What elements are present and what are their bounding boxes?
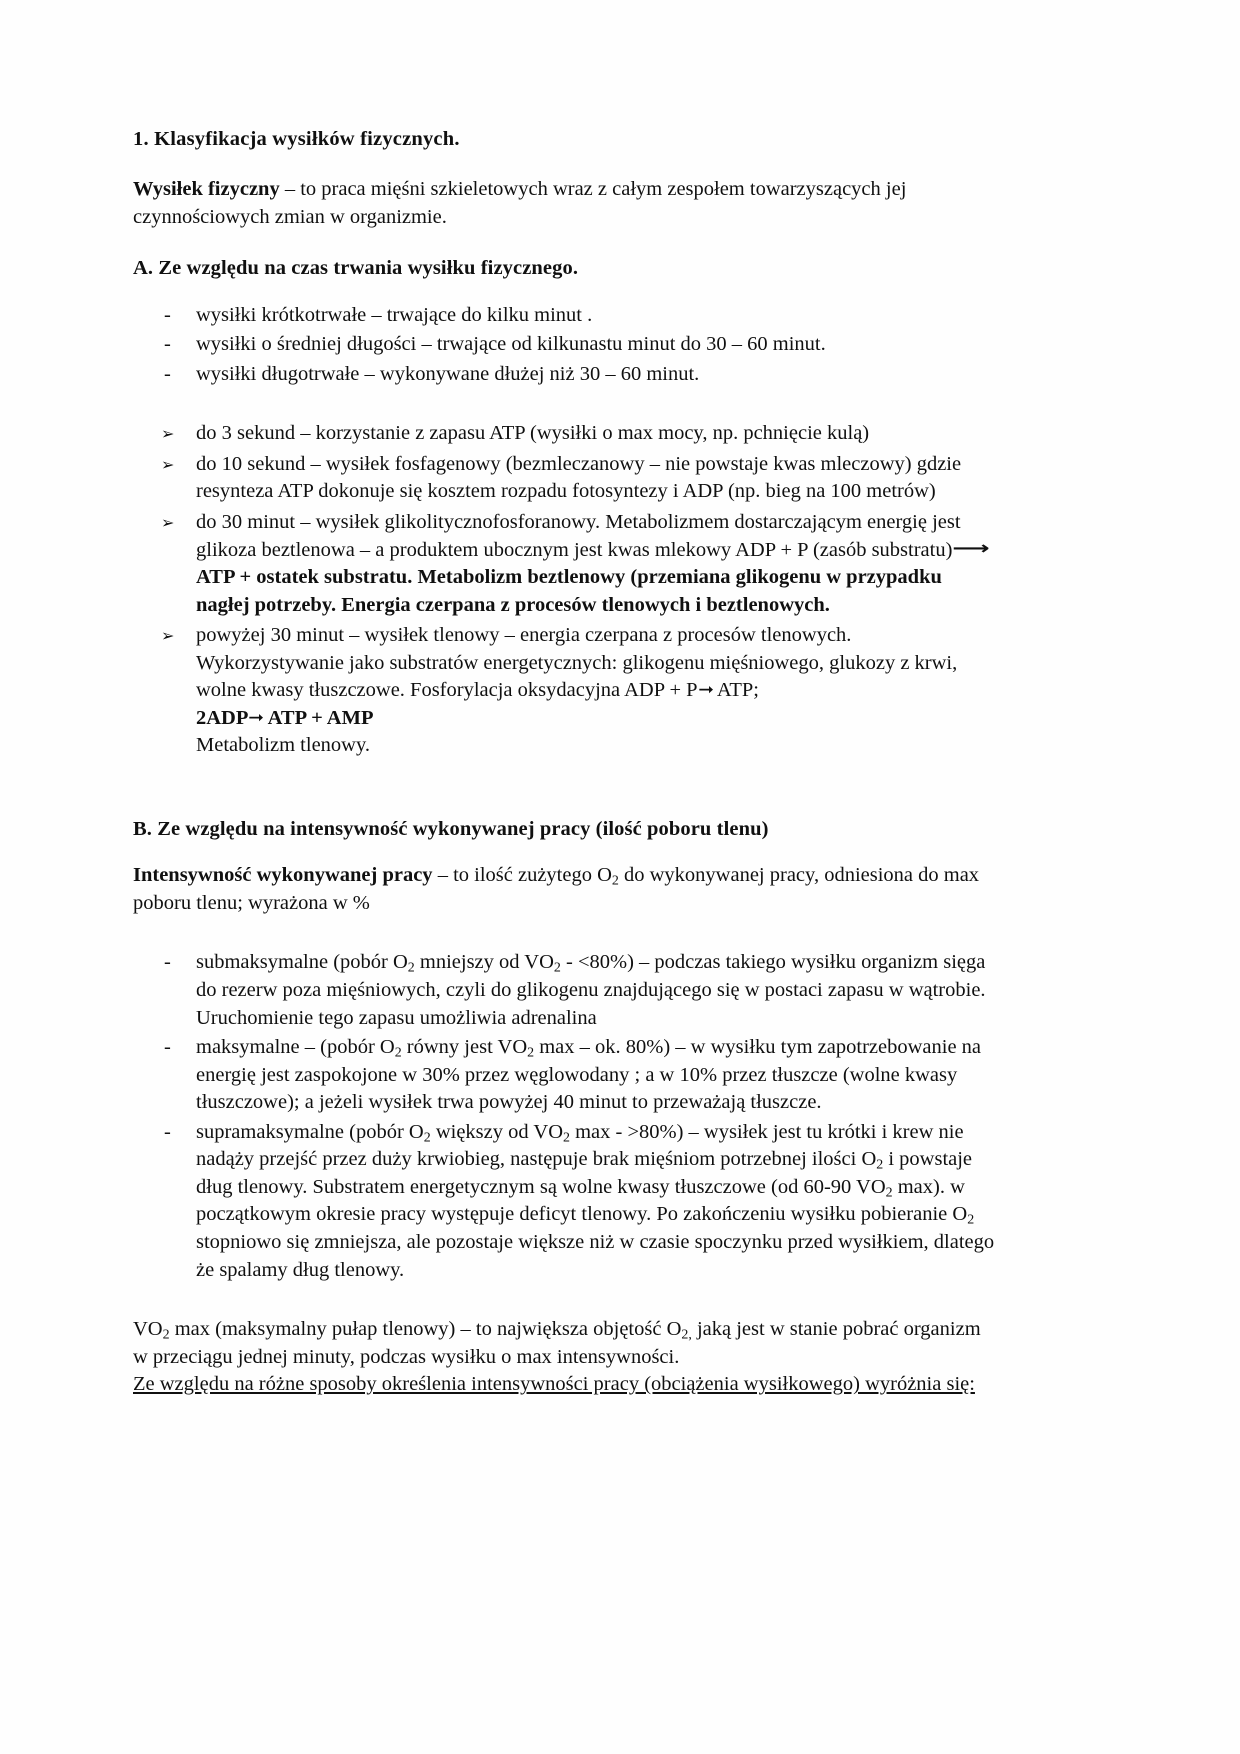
- list-item-label-part1: do 30 minut – wysiłek glikolitycznofosforanowy. Metabolizmem dostarczającym energię jest glikoza beztlenowa – a produktem ubocznym jest kwas mlekowy ADP + P (zasób substratu): [196, 510, 961, 561]
- list-item-formula-line: [196, 705, 995, 733]
- list-item-label-4: i powstaje dług tlenowy. Substratem energetycznym są wolne kwasy tłuszczowe (od 60-90 VO: [196, 1148, 973, 1198]
- list-item-label-part2: ATP + ostatek substratu. Metabolizm beztlenowy (przemiana glikogenu w przypadku nagłej potrzeby. Energia czerpana z procesów tlenowych i beztlenowych.: [196, 566, 942, 616]
- definition-intensywnosc: [133, 862, 995, 917]
- definition-term: Intensywność wykonywanej pracy: [133, 864, 433, 887]
- dash-bullet-icon: -: [164, 333, 171, 356]
- subscript-o2: 2: [407, 960, 415, 976]
- spacer: [133, 939, 995, 949]
- list-item-label-1: submaksymalne (pobór O: [196, 951, 408, 974]
- list-item: [133, 361, 995, 389]
- list-item-label: wysiłki o średniej długości – trwające od kilkunastu minut do 30 – 60 minut.: [196, 333, 826, 356]
- list-item-label-1: supramaksymalne (pobór O: [196, 1120, 424, 1143]
- list-item: [133, 331, 995, 359]
- list-item: [133, 451, 995, 506]
- list-item-label-5: max). w początkowym okresie pracy występuje deficyt tlenowy. Po zakończeniu wysiłku pobieranie O: [196, 1175, 968, 1226]
- dash-bullet-icon: -: [164, 1120, 171, 1143]
- subscript-o2: 2: [967, 1212, 975, 1228]
- list-item: [133, 1034, 995, 1117]
- list-item-label-part2: ATP;: [716, 679, 759, 702]
- list-item-label-3: max – ok. 80%) – w wysiłku tym zapotrzebowanie na energię jest zaspokojone w 30% przez węglowodany ; a w 10% przez tłuszcze (wolne kwasy tłuszczowe); a jeżeli wysiłek trwa powyżej 40 minut to przeważają tłuszcze.: [196, 1036, 982, 1114]
- dash-bullet-icon: -: [164, 303, 171, 326]
- list-item-closing-line: Metabolizm tlenowy.: [196, 734, 371, 757]
- dash-bullet-icon: -: [164, 1036, 171, 1059]
- subscript-o2: 2: [876, 1157, 884, 1173]
- list-item: [133, 622, 995, 760]
- spacer: [133, 782, 995, 792]
- section-b-heading: B. Ze względu na intensywność wykonywanej pracy (ilość poboru tlenu): [133, 818, 769, 841]
- arrow-bullet-icon: ➢: [161, 424, 175, 444]
- subscript-vo2: 2: [527, 1045, 535, 1061]
- definition-term: Wysiłek fizyczny: [133, 178, 280, 201]
- page-title: 1. Klasyfikacja wysiłków fizycznych.: [133, 128, 460, 150]
- list-item-label: wysiłki krótkotrwałe – trwające do kilku minut .: [196, 303, 593, 326]
- spacer: [133, 1306, 995, 1316]
- right-arrow-icon: ➞: [697, 679, 714, 700]
- spacer: [133, 410, 995, 420]
- subscript-o2: 2,: [681, 1327, 692, 1343]
- closing-body-2: jaką jest w stanie pobrać organizm w przeciągu jednej minuty, podczas wysiłku o max intensywności.: [133, 1318, 981, 1368]
- section-a-heading: A. Ze względu na czas trwania wysiłku fizycznego.: [133, 257, 579, 280]
- list-item-label: do 10 sekund – wysiłek fosfagenowy (bezmleczanowy – nie powstaje kwas mleczowy) gdzie resynteza ATP dokonuje się kosztem rozpadu fotosyntezy i ADP (np. bieg na 100 metrów): [196, 452, 962, 503]
- list-item: [133, 420, 995, 448]
- arrow-bullet-icon: ➢: [161, 512, 175, 532]
- definition-body-1: – to ilość zużytego O: [432, 864, 612, 887]
- definition-body-2: do wykonywanej pracy, odniesiona do max poboru tlenu; wyrażona w %: [133, 864, 980, 914]
- list-item: [133, 302, 995, 330]
- list-item-label-2: równy jest VO: [401, 1036, 528, 1059]
- list-item: [133, 509, 995, 619]
- right-arrow-icon: ⟶: [952, 538, 991, 560]
- subscript-vo2: 2: [162, 1327, 170, 1343]
- definition-body: – to praca mięśni szkieletowych wraz z całym zespołem towarzyszących jej czynnościowych zmian w organizmie.: [133, 178, 907, 228]
- dash-bullet-icon: -: [164, 362, 171, 385]
- document-content: [133, 126, 995, 1421]
- arrow-bullet-icon: ➢: [161, 454, 175, 474]
- closing-body-1: max (maksymalny pułap tlenowy) – to największa objętość O: [169, 1318, 682, 1341]
- closing-underlined-text: Ze względu na różne sposoby określenia intensywności pracy (obciążenia wysiłkowego) wyróżnia się:: [133, 1373, 975, 1396]
- arrow-bullet-icon: ➢: [161, 626, 175, 646]
- list-item-label-2: większy od VO: [430, 1120, 563, 1143]
- duration-list: [133, 302, 995, 389]
- subscript-vo2: 2: [553, 960, 561, 976]
- formula-reactant: 2ADP: [196, 706, 249, 729]
- vo2-label: VO: [133, 1318, 163, 1341]
- subscript-o2: 2: [423, 1130, 431, 1146]
- list-item-label-part1: powyżej 30 minut – wysiłek tlenowy – energia czerpana z procesów tlenowych. Wykorzystywanie jako substratów energetycznych: glikogenu mięśniowego, glukozy z krwi, wolne kwasy tłuszczowe. Fosforylacja oksydacyjna ADP + P: [196, 624, 958, 702]
- list-item-label-1: maksymalne – (pobór O: [196, 1036, 395, 1059]
- list-item-label-3: max - >80%) – wysiłek jest tu krótki i krew nie nadąży przejść przez duży krwiobieg, następuje brak mięśniom potrzebnej ilości O: [196, 1120, 964, 1171]
- subscript-vo2: 2: [885, 1185, 893, 1201]
- formula-product: ATP + AMP: [267, 706, 374, 729]
- definition-wysilek-fizyczny: [133, 176, 995, 231]
- dash-bullet-icon: -: [164, 951, 171, 974]
- subscript-o2: 2: [394, 1045, 402, 1061]
- subscript-vo2: 2: [563, 1130, 570, 1146]
- list-item-label-3: - <80%) – podczas takiego wysiłku organizm sięga do rezerw poza mięśniowych, czyli do glikogenu znajdującego się w postaci zapasu w wątrobie. Uruchomienie tego zapasu umożliwia adrenalina: [196, 951, 986, 1029]
- list-item: [133, 949, 995, 1032]
- right-arrow-icon: ➞: [248, 707, 265, 728]
- list-item-label-6: stopniowo się zmniejsza, ale pozostaje większe niż w czasie spoczynku przed wysiłkiem, dlatego że spalamy dług tlenowy.: [196, 1231, 995, 1281]
- list-item-label-2: mniejszy od VO: [414, 951, 554, 974]
- list-item-label: wysiłki długotrwałe – wykonywane dłużej niż 30 – 60 minut.: [196, 362, 700, 385]
- list-item: [133, 1119, 995, 1284]
- subscript-o2: 2: [611, 873, 619, 889]
- list-item-label: do 3 sekund – korzystanie z zapasu ATP (wysiłki o max mocy, np. pchnięcie kulą): [196, 422, 870, 445]
- closing-paragraph-vo2max: [133, 1316, 995, 1371]
- energy-systems-list: [133, 420, 995, 760]
- intensity-list: [133, 949, 995, 1284]
